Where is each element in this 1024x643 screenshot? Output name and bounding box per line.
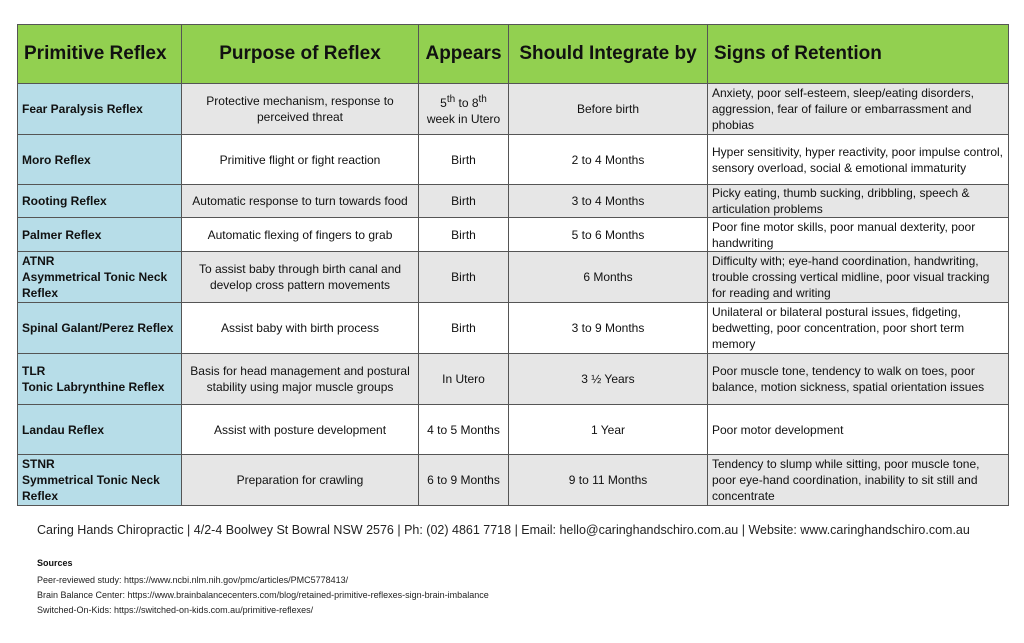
source-item: Brain Balance Center: https://www.brainbalancecenters.com/blog/retained-primitive-reflexes-sign-brain-imbalance [37,590,489,600]
reflex-purpose: Assist baby with birth process [182,303,419,354]
table-row [18,405,1009,455]
reflex-appears: 6 to 9 Months [419,455,509,506]
table-row [18,354,1009,405]
reflex-integrate: 3 to 4 Months [509,185,708,218]
reflex-signs: Poor fine motor skills, poor manual dexterity, poor handwriting [708,218,1009,252]
reflex-signs: Difficulty with; eye-hand coordination, handwriting, trouble crossing vertical midline, poor visual tracking for reading and writing [708,252,1009,303]
reflex-integrate: Before birth [509,84,708,135]
source-item: Peer-reviewed study: https://www.ncbi.nlm.nih.gov/pmc/articles/PMC5778413/ [37,575,349,585]
reflex-name: STNR Symmetrical Tonic Neck Reflex [18,455,182,506]
contact-footer: Caring Hands Chiropractic | 4/2-4 Boolwey St Bowral NSW 2576 | Ph: (02) 4861 7718 | Email: hello@caringhandschiro.com.au | Website: www.caringhandschiro.com.au [37,523,970,537]
header-purpose: Purpose of Reflex [182,25,419,84]
reflex-signs: Poor motor development [708,405,1009,455]
reflex-integrate: 3 to 9 Months [509,303,708,354]
reflex-purpose: Assist with posture development [182,405,419,455]
reflex-table [17,24,1009,506]
reflex-appears: Birth [419,303,509,354]
table-row [18,84,1009,135]
reflex-appears: 5th to 8th week in Utero [419,84,509,135]
reflex-appears: Birth [419,218,509,252]
reflex-name: Landau Reflex [18,405,182,455]
reflex-appears: Birth [419,135,509,185]
table-row [18,185,1009,218]
reflex-name: Palmer Reflex [18,218,182,252]
header-reflex: Primitive Reflex [18,25,182,84]
reflex-name: Fear Paralysis Reflex [18,84,182,135]
header-signs: Signs of Retention [708,25,1009,84]
table-row [18,135,1009,185]
source-item: Switched-On-Kids: https://switched-on-kids.com.au/primitive-reflexes/ [37,605,314,615]
table-row [18,218,1009,252]
table-header-row [18,25,1009,84]
header-appears: Appears [419,25,509,84]
table-row [18,455,1009,506]
reflex-appears: Birth [419,185,509,218]
reflex-purpose: Primitive flight or fight reaction [182,135,419,185]
sources-title: Sources [37,558,73,568]
reflex-name: Spinal Galant/Perez Reflex [18,303,182,354]
reflex-signs: Poor muscle tone, tendency to walk on toes, poor balance, motion sickness, spatial orientation issues [708,354,1009,405]
reflex-purpose: Preparation for crawling [182,455,419,506]
reflex-signs: Unilateral or bilateral postural issues, fidgeting, bedwetting, poor concentration, poor short term memory [708,303,1009,354]
reflex-purpose: To assist baby through birth canal and develop cross pattern movements [182,252,419,303]
reflex-integrate: 3 ½ Years [509,354,708,405]
reflex-purpose: Basis for head management and postural stability using major muscle groups [182,354,419,405]
reflex-signs: Anxiety, poor self-esteem, sleep/eating disorders, aggression, fear of failure or embarrassment and phobias [708,84,1009,135]
reflex-integrate: 1 Year [509,405,708,455]
reflex-signs: Picky eating, thumb sucking, dribbling, speech & articulation problems [708,185,1009,218]
table-row [18,303,1009,354]
reflex-purpose: Automatic response to turn towards food [182,185,419,218]
reflex-purpose: Protective mechanism, response to perceived threat [182,84,419,135]
reflex-name: ATNR Asymmetrical Tonic Neck Reflex [18,252,182,303]
reflex-appears: Birth [419,252,509,303]
reflex-name: Rooting Reflex [18,185,182,218]
reflex-purpose: Automatic flexing of fingers to grab [182,218,419,252]
reflex-name: TLR Tonic Labrynthine Reflex [18,354,182,405]
header-integrate: Should Integrate by [509,25,708,84]
reflex-integrate: 2 to 4 Months [509,135,708,185]
table-row [18,252,1009,303]
reflex-signs: Tendency to slump while sitting, poor muscle tone, poor eye-hand coordination, inability to sit still and concentrate [708,455,1009,506]
reflex-appears: In Utero [419,354,509,405]
reflex-integrate: 5 to 6 Months [509,218,708,252]
reflex-signs: Hyper sensitivity, hyper reactivity, poor impulse control, sensory overload, social & emotional immaturity [708,135,1009,185]
reflex-appears: 4 to 5 Months [419,405,509,455]
reflex-integrate: 9 to 11 Months [509,455,708,506]
reflex-integrate: 6 Months [509,252,708,303]
reflex-name: Moro Reflex [18,135,182,185]
